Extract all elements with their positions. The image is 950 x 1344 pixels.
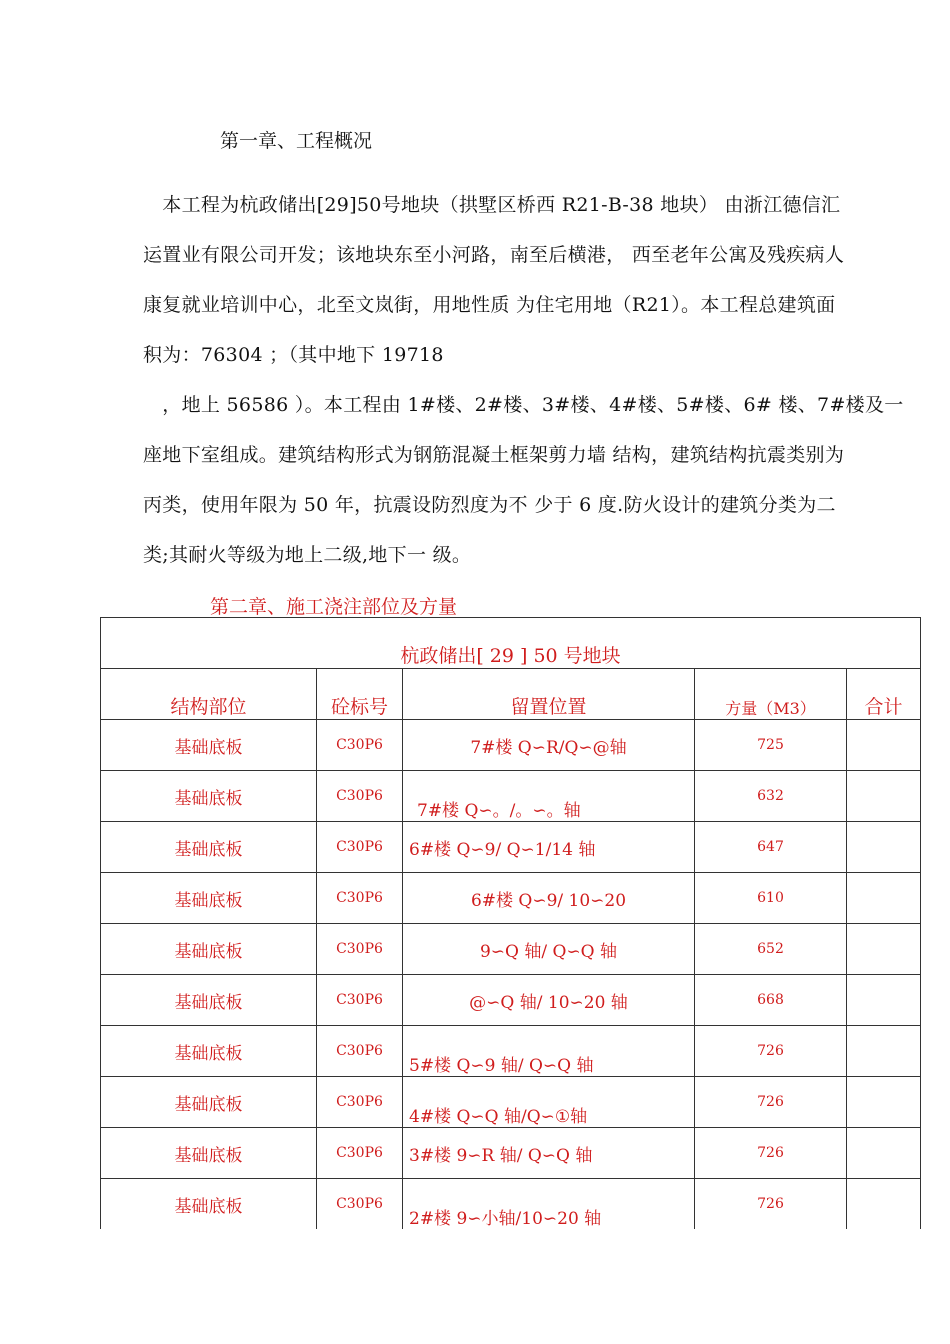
cell-grade: C30P6 [317,1077,403,1128]
cell-grade: C30P6 [317,822,403,873]
cell-total [847,1128,921,1179]
cell-part: 基础底板 [101,975,317,1026]
cell-total [847,771,921,822]
cell-position: 6#楼 Q∽9/ Q∽1/14 轴 [403,822,695,873]
paragraph-line: 类;其耐火等级为地上二级,地下一 级。 [143,544,472,566]
cell-volume: 726 [695,1077,847,1128]
cell-part: 基础底板 [101,1179,317,1230]
cell-part: 基础底板 [101,1077,317,1128]
table-header-row [101,669,921,720]
cell-volume: 652 [695,924,847,975]
cell-total [847,924,921,975]
pour-volume-table [100,617,921,1229]
cell-part: 基础底板 [101,771,317,822]
table-row [101,1179,921,1230]
cell-total [847,1179,921,1230]
table-row [101,1128,921,1179]
cell-total [847,975,921,1026]
cell-total [847,822,921,873]
cell-volume: 725 [695,720,847,771]
table-row [101,873,921,924]
cell-volume: 726 [695,1128,847,1179]
cell-part: 基础底板 [101,1128,317,1179]
cell-position: 7#楼 Q∽R/Q∽@轴 [403,720,695,771]
cell-position: @∽Q 轴/ 10∽20 轴 [403,975,695,1026]
header-volume: 方量（M3） [695,669,847,720]
cell-grade: C30P6 [317,975,403,1026]
cell-position: 4#楼 Q∽Q 轴/Q∽①轴 [403,1077,695,1128]
cell-volume: 726 [695,1026,847,1077]
cell-position: 6#楼 Q∽9/ 10∽20 [403,873,695,924]
cell-part: 基础底板 [101,924,317,975]
paragraph-line: 座地下室组成。建筑结构形式为钢筋混凝土框架剪力墙 结构，建筑结构抗震类别为 [143,444,845,466]
cell-total [847,1077,921,1128]
cell-volume: 726 [695,1179,847,1230]
cell-part: 基础底板 [101,720,317,771]
cell-volume: 632 [695,771,847,822]
cell-grade: C30P6 [317,924,403,975]
cell-position: 2#楼 9∽小轴/10∽20 轴 [403,1179,695,1230]
cell-grade: C30P6 [317,1026,403,1077]
cell-position: 9∽Q 轴/ Q∽Q 轴 [403,924,695,975]
cell-part: 基础底板 [101,1026,317,1077]
cell-grade: C30P6 [317,873,403,924]
cell-grade: C30P6 [317,720,403,771]
table-row [101,1077,921,1128]
table-caption: 杭政储出[ 29 ] 50 号地块 [101,618,921,669]
paragraph-line: 积为：76304 ；（其中地下 19718 [143,344,444,366]
cell-position: 3#楼 9∽R 轴/ Q∽Q 轴 [403,1128,695,1179]
cell-volume: 647 [695,822,847,873]
cell-total [847,873,921,924]
header-position: 留置位置 [403,669,695,720]
cell-volume: 610 [695,873,847,924]
paragraph-line: 丙类，使用年限为 50 年，抗震设防烈度为不 少于 6 度.防火设计的建筑分类为二 [143,494,836,516]
cell-part: 基础底板 [101,873,317,924]
table-row [101,1026,921,1077]
cell-grade: C30P6 [317,1128,403,1179]
chapter2-title: 第二章、施工浇注部位及方量 [210,596,458,618]
paragraph-line: 运置业有限公司开发；该地块东至小河路，南至后横港， 西至老年公寓及残疾病人 [143,244,845,266]
cell-position: 5#楼 Q∽9 轴/ Q∽Q 轴 [403,1026,695,1077]
header-grade: 砼标号 [317,669,403,720]
cell-grade: C30P6 [317,771,403,822]
table-row [101,822,921,873]
paragraph-line: 康复就业培训中心，北至文岚街，用地性质 为住宅用地（R21）。本工程总建筑面 [143,294,836,316]
paragraph-line: 本工程为杭政储出[29]50号地块（拱墅区桥西 R21-B-38 地块） 由浙江德信汇 [143,194,841,216]
table-row [101,771,921,822]
cell-total [847,1026,921,1077]
cell-position: 7#楼 Q∽。/。∽。轴 [403,771,695,822]
table-row [101,720,921,771]
table-row [101,975,921,1026]
header-part: 结构部位 [101,669,317,720]
header-total: 合计 [847,669,921,720]
cell-total [847,720,921,771]
cell-part: 基础底板 [101,822,317,873]
cell-grade: C30P6 [317,1179,403,1230]
table-caption-row [101,618,921,669]
chapter1-title: 第一章、工程概况 [220,130,373,152]
paragraph-line: ，地上 56586 ）。本工程由 1#楼、2#楼、3#楼、4#楼、5#楼、6# 楼、7#楼及一 [143,394,904,416]
table-row [101,924,921,975]
cell-volume: 668 [695,975,847,1026]
